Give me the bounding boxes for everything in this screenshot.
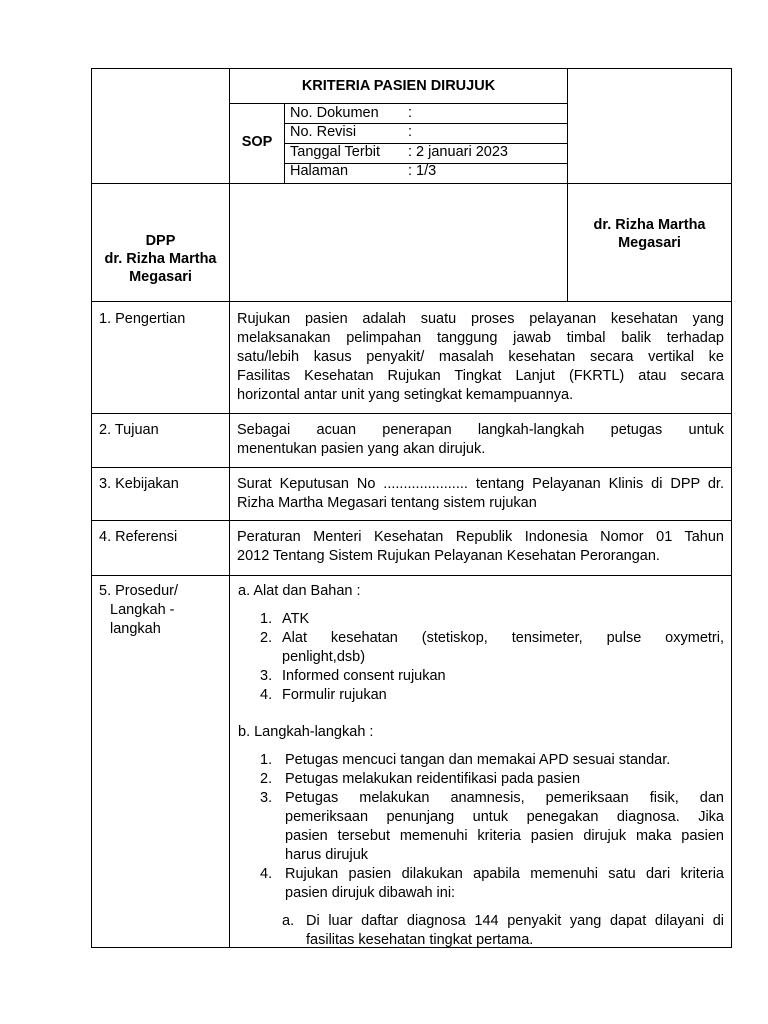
list-text: fasilitas kesehatan tingkat pertama. <box>306 932 534 948</box>
row-line-pengertian <box>92 413 731 414</box>
list-number: 3. <box>260 668 273 684</box>
list-number: 1. <box>260 752 273 768</box>
meta-label: No. Revisi <box>290 124 357 140</box>
section-body-tujuan <box>237 421 724 459</box>
text-line: melaksanakan pelimpahan tanggung jawab timbal balik terhadap <box>237 330 724 346</box>
list-text: Formulir rujukan <box>282 687 387 703</box>
langkah-heading: b. Langkah-langkah : <box>238 724 374 740</box>
sop-label: SOP <box>241 134 273 150</box>
list-text: Petugas melakukan anamnesis, pemeriksaan fisik, dan <box>285 790 724 806</box>
signatory-name-line: dr. Rizha Martha <box>593 217 706 233</box>
list-number: 3. <box>260 790 273 806</box>
alat-list <box>260 610 724 705</box>
list-text: Di luar daftar diagnosa 144 penyakit yang dapat dilayani di <box>306 913 724 929</box>
section-label-referensi: 4. Referensi <box>99 529 178 545</box>
list-letter: a. <box>282 913 295 929</box>
list-number: 2. <box>260 630 273 646</box>
sop-document <box>91 68 732 948</box>
row-line-kebijakan <box>92 520 731 521</box>
list-item <box>260 629 724 667</box>
text-line: Rujukan pasien adalah suatu proses pelayanan kesehatan yang <box>237 311 724 327</box>
list-text: ATK <box>282 611 310 627</box>
alat-heading: a. Alat dan Bahan : <box>238 583 361 599</box>
section-label-pengertian: 1. Pengertian <box>99 311 186 327</box>
text-line: Peraturan Menteri Kesehatan Republik Indonesia Nomor 01 Tahun <box>237 529 724 545</box>
list-text: Informed consent rujukan <box>282 668 446 684</box>
text-line: Fasilitas Kesehatan Rujukan Tingkat Lanjut (FKRTL) atau secara <box>237 368 724 384</box>
section-body-kebijakan <box>237 475 724 513</box>
text-line: Surat Keputusan No ..................... tentang Pelayanan Klinis di DPP dr. <box>237 476 724 492</box>
col-divider-right-header <box>567 69 568 302</box>
meta-value: : <box>408 124 413 140</box>
meta-row-dokumen <box>290 104 560 123</box>
label-line: langkah <box>110 621 161 637</box>
list-item <box>260 686 724 705</box>
list-text: Rujukan pasien dilakukan apabila memenuhi satu dari kriteria <box>285 866 724 882</box>
meta-label: Tanggal Terbit <box>290 144 381 160</box>
row-line-tujuan <box>92 467 731 468</box>
text-line: satu/lebih kasus penyakit/ masalah kesehatan secara vertikal ke <box>237 349 724 365</box>
list-item <box>260 865 724 903</box>
text-line: 2012 Tentang Sistem Rujukan Pelayanan Kesehatan Perorangan. <box>237 548 660 564</box>
list-item <box>260 751 724 770</box>
list-text: penlight,dsb) <box>282 649 366 665</box>
meta-row-tanggal <box>290 143 560 162</box>
list-item <box>260 789 724 865</box>
org-label: DPP <box>145 233 176 249</box>
meta-row-revisi <box>290 123 560 142</box>
meta-value: : <box>408 105 413 121</box>
list-text: pemeriksaan penunjang untuk penegakan diagnosa. Jika <box>285 809 724 825</box>
list-text: pasien dirujuk dibawah ini: <box>285 885 456 901</box>
label-line: Langkah - <box>110 602 175 618</box>
text-line: Sebagai acuan penerapan langkah-langkah petugas untuk <box>237 422 724 438</box>
section-label-prosedur <box>99 582 178 639</box>
list-text: Petugas mencuci tangan dan memakai APD sesuai standar. <box>285 752 671 768</box>
document-title: KRITERIA PASIEN DIRUJUK <box>301 78 496 94</box>
list-number: 1. <box>260 611 273 627</box>
left-org-block <box>92 232 229 286</box>
list-text: pasien tersebut memenuhi kriteria pasien dirujuk maka pasien <box>285 828 724 844</box>
meta-value: : 2 januari 2023 <box>408 144 508 160</box>
list-number: 4. <box>260 866 273 882</box>
org-name-line: Megasari <box>129 269 192 285</box>
list-item <box>260 770 724 789</box>
section-label-kebijakan: 3. Kebijakan <box>99 476 179 492</box>
list-number: 4. <box>260 687 273 703</box>
meta-label: Halaman <box>290 163 349 179</box>
org-name-line: dr. Rizha Martha <box>104 251 217 267</box>
signatory-name-line: Megasari <box>618 235 681 251</box>
row-line-signature <box>92 301 731 302</box>
row-line-referensi <box>92 575 731 576</box>
criteria-sub-list <box>282 912 724 950</box>
section-body-pengertian <box>237 310 724 405</box>
text-line: menentukan pasien yang akan dirujuk. <box>237 441 486 457</box>
label-line: 5. Prosedur/ <box>99 583 178 599</box>
text-line: horizontal antar unit yang setingkat kemampuannya. <box>237 387 574 403</box>
list-text: Petugas melakukan reidentifikasi pada pasien <box>285 771 581 787</box>
list-text: Alat kesehatan (stetiskop, tensimeter, pulse oxymetri, <box>282 630 724 646</box>
section-label-tujuan: 2. Tujuan <box>99 422 159 438</box>
list-item <box>282 912 724 950</box>
meta-label: No. Dokumen <box>290 105 379 121</box>
text-line: Rizha Martha Megasari tentang sistem rujukan <box>237 495 537 511</box>
langkah-list <box>260 751 724 903</box>
col-divider-left <box>229 69 230 948</box>
meta-value: : 1/3 <box>408 163 437 179</box>
section-body-referensi <box>237 528 724 566</box>
row-line-header <box>92 183 731 184</box>
list-number: 2. <box>260 771 273 787</box>
list-item <box>260 610 724 629</box>
list-item <box>260 667 724 686</box>
list-text: harus dirujuk <box>285 847 369 863</box>
right-signatory-block <box>568 216 731 252</box>
meta-row-halaman <box>290 162 560 181</box>
